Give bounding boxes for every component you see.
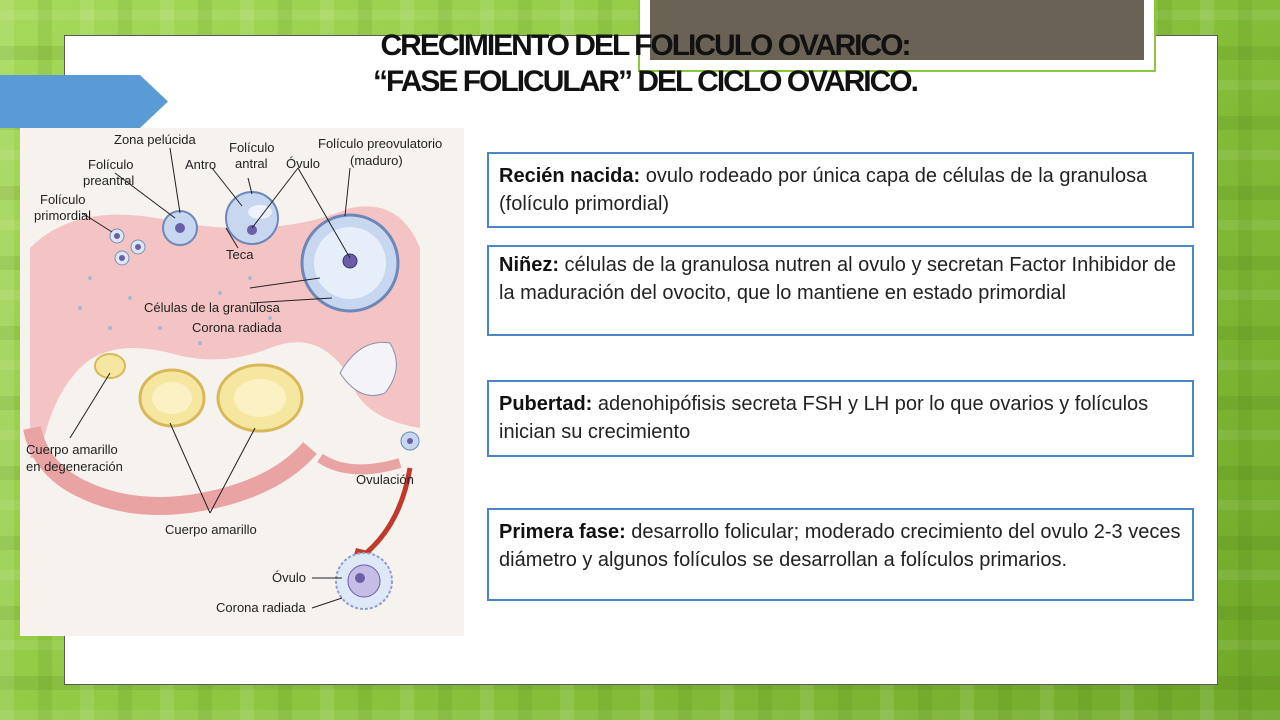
released-ovum [336, 553, 392, 609]
info-text: desarrollo folicular; moderado crecimiento del ovulo 2-3 veces diámetro y algunos folículos se desarrollan a folículos primarios. [499, 521, 1181, 571]
label-ovulo-bottom: Óvulo [272, 570, 306, 585]
slide-title [150, 28, 1140, 100]
info-box-recien-nacida [487, 152, 1194, 228]
label-zona-pelucida: Zona pelúcida [114, 132, 196, 147]
label-ovulacion: Ovulación [356, 472, 414, 487]
label-foliculo-preovulatorio-2: (maduro) [350, 153, 403, 168]
label-foliculo-preovulatorio-1: Folículo preovulatorio [318, 136, 443, 151]
label-cuerpo-amarillo-degeneracion-2: en degeneración [26, 459, 123, 474]
info-heading: Primera fase: [499, 521, 626, 543]
label-foliculo-preantral-2: preantral [83, 173, 135, 188]
info-text: ovulo rodeado por única capa de células de la granulosa (folículo primordial) [499, 165, 1148, 215]
label-foliculo-primordial-1: Folículo [40, 192, 86, 207]
label-foliculo-antral-1: Folículo [229, 140, 275, 155]
label-cuerpo-amarillo-degeneracion-1: Cuerpo amarillo [26, 442, 118, 457]
info-heading: Recién nacida: [499, 165, 641, 187]
label-antro: Antro [185, 157, 217, 172]
info-box-pubertad [487, 380, 1194, 457]
label-corona-radiada-top: Corona radiada [192, 320, 282, 335]
info-heading: Niñez: [499, 254, 559, 276]
info-text: adenohipófisis secreta FSH y LH por lo que ovarios y folículos inician su crecimiento [499, 393, 1149, 443]
info-box-primera-fase [487, 508, 1194, 601]
info-text: células de la granulosa nutren al ovulo y secretan Factor Inhibidor de la maduración del ovocito, que lo mantiene en estado primordial [499, 254, 1177, 304]
label-foliculo-antral-2: antral [235, 156, 268, 171]
corpus-luteum-small [95, 354, 125, 378]
accent-arrow [0, 75, 168, 128]
title-line-1: CRECIMIENTO DEL FOLICULO OVARICO: [380, 29, 910, 62]
title-line-2: “FASE FOLICULAR” DEL CICLO OVARICO. [373, 65, 917, 98]
label-celulas-granulosa: Células de la granulosa [144, 300, 280, 315]
info-heading: Pubertad: [499, 393, 593, 415]
label-ovulo-top: Óvulo [286, 156, 320, 171]
ovarian-cycle-diagram [20, 128, 464, 636]
label-corona-radiada-bottom: Corona radiada [216, 600, 306, 615]
label-teca: Teca [226, 247, 254, 262]
label-foliculo-primordial-2: primordial [34, 208, 92, 223]
antral-follicle [226, 192, 278, 244]
label-foliculo-preantral-1: Folículo [88, 157, 134, 172]
label-cuerpo-amarillo: Cuerpo amarillo [165, 522, 257, 537]
info-box-ninez [487, 245, 1194, 336]
